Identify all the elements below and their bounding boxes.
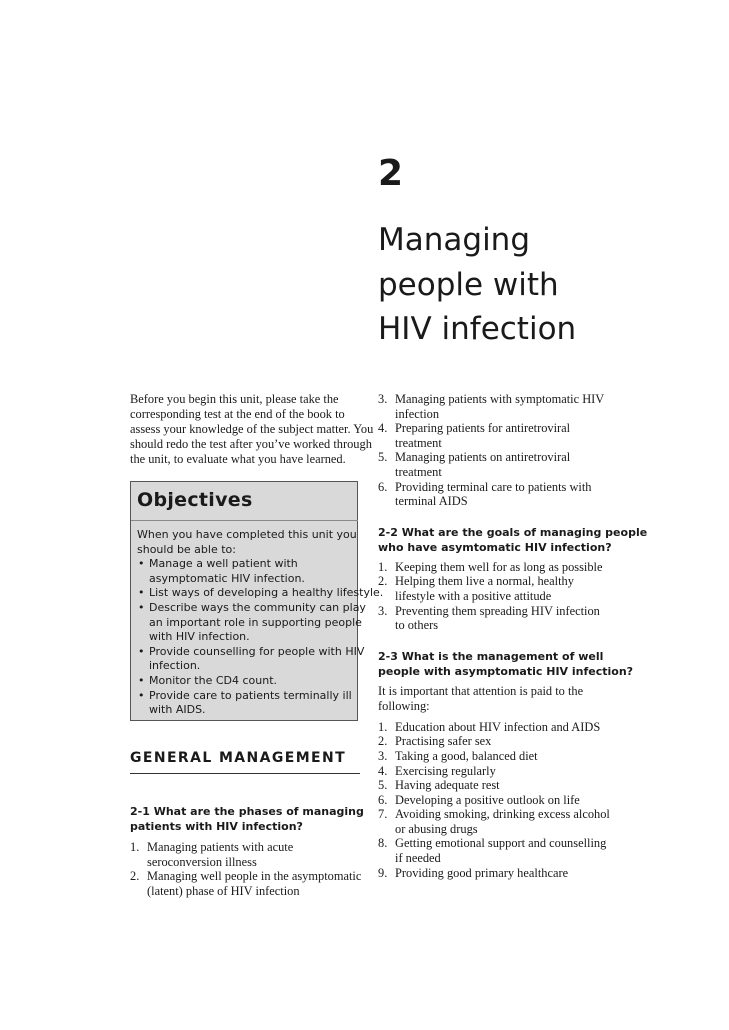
objectives-list xyxy=(137,557,384,718)
list-line: terminal AIDS xyxy=(395,494,468,509)
list-item xyxy=(378,450,610,479)
unit-title xyxy=(378,218,576,352)
list-line: if needed xyxy=(395,851,441,866)
list-number: 6. xyxy=(378,479,388,494)
intro-line: assess your knowledge of the subject matter. You xyxy=(130,422,374,436)
list-number: 4. xyxy=(378,421,388,436)
list-line: Preventing them spreading HIV infection xyxy=(395,603,600,618)
list-line: Helping them live a normal, healthy xyxy=(395,574,574,589)
list-item xyxy=(130,840,362,869)
list-item xyxy=(378,604,610,633)
objective-line: • Manage a well patient with xyxy=(149,557,298,571)
list-line: Providing terminal care to patients with xyxy=(395,479,592,494)
phases-list xyxy=(130,840,362,898)
question-heading-line: 2-2 What are the goals of managing people xyxy=(378,525,648,539)
list-item xyxy=(378,734,610,749)
list-number: 4. xyxy=(378,763,388,778)
list-number: 5. xyxy=(378,778,388,793)
question-heading-line: who have asymtomatic HIV infection? xyxy=(378,540,612,554)
question-heading-line: people with asymptomatic HIV infection? xyxy=(378,664,634,678)
intro-paragraph xyxy=(130,392,374,467)
list-number: 7. xyxy=(378,807,388,822)
list-number: 8. xyxy=(378,836,388,851)
list-item xyxy=(378,793,610,808)
objectives-divider xyxy=(131,520,358,521)
objectives-intro-line: should be able to: xyxy=(137,542,236,556)
list-number: 1. xyxy=(378,719,388,734)
management-intro-line: following: xyxy=(378,698,430,713)
objective-item xyxy=(137,644,365,674)
objective-item xyxy=(137,600,366,645)
list-number: 2. xyxy=(378,734,388,749)
list-number: 3. xyxy=(378,392,388,406)
question-heading-2-2 xyxy=(378,525,648,555)
list-number: 1. xyxy=(378,559,388,574)
list-item xyxy=(378,574,610,603)
list-line: Keeping them well for as long as possible xyxy=(395,559,603,574)
objective-line: with AIDS. xyxy=(149,703,206,717)
list-line: Developing a positive outlook on life xyxy=(395,792,580,807)
objectives-intro-line: When you have completed this unit you xyxy=(137,528,357,541)
list-item xyxy=(378,749,610,764)
objective-line: infection. xyxy=(149,659,201,673)
list-line: Providing good primary healthcare xyxy=(395,865,569,880)
left-column xyxy=(130,392,384,898)
list-number: 2. xyxy=(378,574,388,589)
list-item xyxy=(378,392,610,421)
list-item xyxy=(378,480,610,509)
list-line: infection xyxy=(395,406,440,421)
objective-line: asymptomatic HIV infection. xyxy=(149,571,305,585)
objective-line: • Provide counselling for people with HIV xyxy=(149,644,365,658)
list-line: (latent) phase of HIV infection xyxy=(147,883,300,898)
objective-item xyxy=(137,689,352,718)
list-line: Avoiding smoking, drinking excess alcohol xyxy=(395,807,610,822)
objectives-heading: Objectives xyxy=(137,489,253,511)
list-line: Managing patients with acute xyxy=(147,840,294,854)
section-divider xyxy=(130,773,360,774)
objective-item xyxy=(137,674,352,689)
list-number: 2. xyxy=(130,869,140,884)
list-line: Managing well people in the asymptomatic xyxy=(147,869,362,884)
list-item xyxy=(378,720,610,735)
list-line: lifestyle with a positive attitude xyxy=(395,588,552,603)
unit-title-line: Managing xyxy=(378,222,531,258)
question-heading-line: patients with HIV infection? xyxy=(130,820,303,833)
list-line: or abusing drugs xyxy=(395,821,478,836)
list-item xyxy=(378,836,610,865)
list-item xyxy=(378,560,610,575)
list-item xyxy=(378,764,610,779)
list-number: 3. xyxy=(378,603,388,618)
right-column xyxy=(378,392,648,880)
list-item xyxy=(130,869,362,898)
list-line: Having adequate rest xyxy=(395,778,500,793)
unit-title-line: HIV infection xyxy=(378,311,577,347)
list-number: 9. xyxy=(378,865,388,880)
section-heading-general-management: GENERAL MANAGEMENT xyxy=(130,750,347,766)
management-list xyxy=(378,720,610,881)
list-item xyxy=(378,866,610,881)
objective-line: • Describe ways the community can play xyxy=(149,600,366,614)
objectives-box xyxy=(130,481,384,721)
list-line: Practising safer sex xyxy=(395,734,492,749)
list-line: Managing patients on antiretroviral xyxy=(395,450,571,465)
question-heading-2-1 xyxy=(130,804,362,834)
question-heading-2-3 xyxy=(378,649,634,679)
objective-item xyxy=(137,557,352,586)
list-line: treatment xyxy=(395,435,442,450)
phases-list-continued xyxy=(378,392,610,509)
list-line: Education about HIV infection and AIDS xyxy=(395,719,601,734)
list-line: Getting emotional support and counselling xyxy=(395,836,607,851)
list-line: seroconversion illness xyxy=(147,854,257,869)
objective-line: with HIV infection. xyxy=(149,630,250,644)
list-number: 5. xyxy=(378,450,388,465)
list-item xyxy=(378,421,610,450)
management-intro-line: It is important that attention is paid to the xyxy=(378,683,584,698)
goals-list xyxy=(378,560,610,633)
objective-line: an important role in supporting people xyxy=(149,615,362,629)
list-number: 1. xyxy=(130,840,140,854)
list-number: 6. xyxy=(378,792,388,807)
list-line: to others xyxy=(395,618,439,633)
intro-line: the unit, to evaluate what you have learned. xyxy=(130,452,346,466)
objective-line: • Provide care to patients terminally ill xyxy=(149,688,352,702)
list-item xyxy=(378,807,610,836)
list-line: Managing patients with symptomatic HIV xyxy=(395,392,605,406)
list-number: 3. xyxy=(378,748,388,763)
list-line: Taking a good, balanced diet xyxy=(395,748,538,763)
question-heading-line: 2-3 What is the management of well xyxy=(378,649,604,663)
list-item xyxy=(378,778,610,793)
objective-line: • List ways of developing a healthy lifestyle. xyxy=(149,586,384,600)
list-line: treatment xyxy=(395,464,442,479)
list-line: Exercising regularly xyxy=(395,763,496,778)
objective-line: • Monitor the CD4 count. xyxy=(149,673,278,687)
intro-line: should redo the test after you’ve worked through xyxy=(130,437,372,451)
list-line: Preparing patients for antiretroviral xyxy=(395,421,571,436)
question-heading-line: 2-1 What are the phases of managing xyxy=(130,805,364,818)
intro-line: Before you begin this unit, please take the xyxy=(130,392,339,406)
objectives-intro xyxy=(137,528,357,557)
intro-line: corresponding test at the end of the book to xyxy=(130,407,345,421)
management-intro xyxy=(378,684,610,714)
unit-title-line: people with xyxy=(378,266,559,303)
objective-item xyxy=(137,586,384,601)
unit-number: 2 xyxy=(378,153,404,194)
